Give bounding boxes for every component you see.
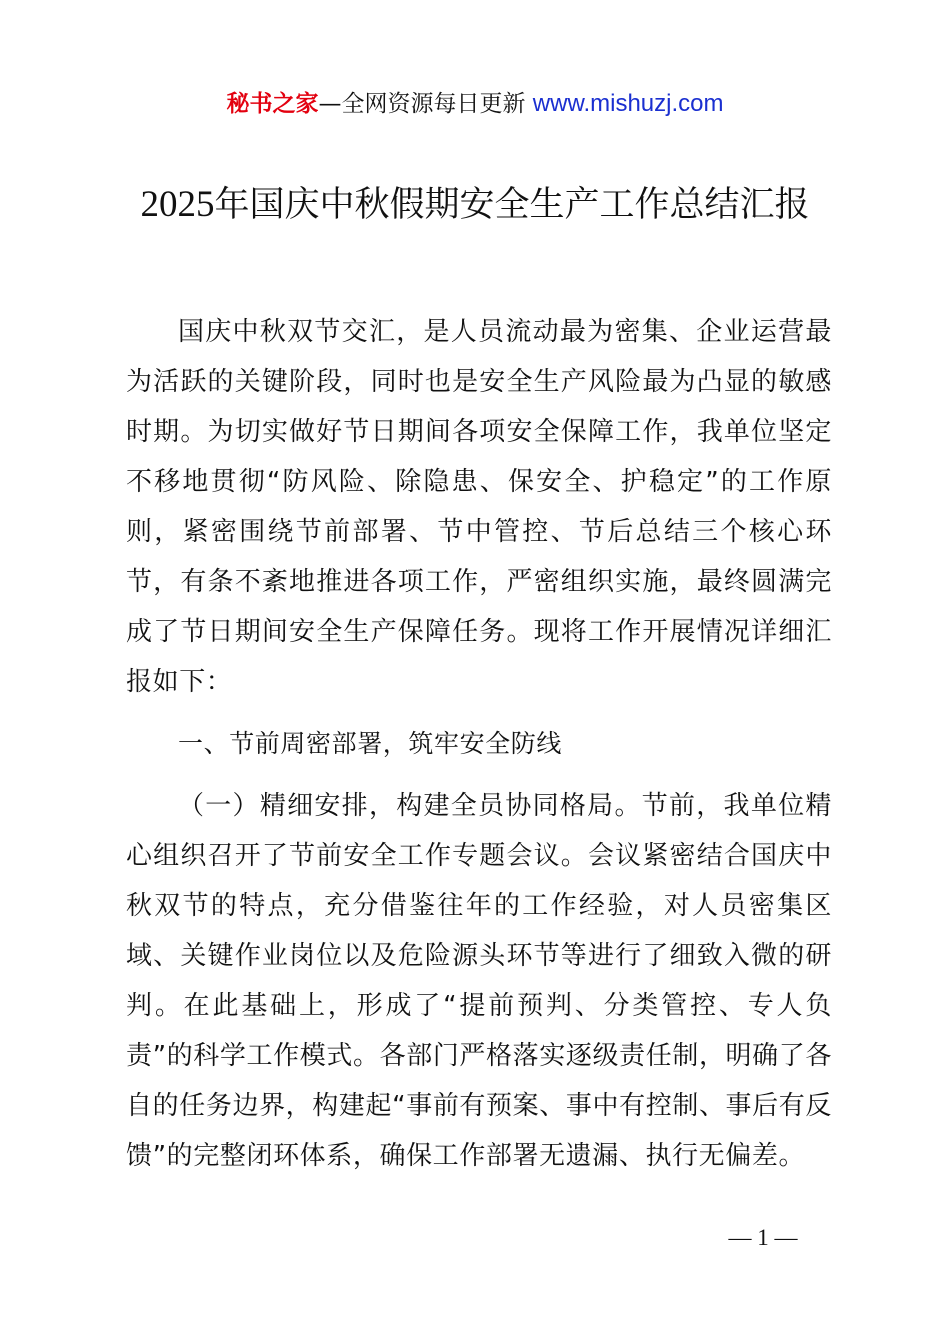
section-heading: 一、节前周密部署，筑牢安全防线 <box>178 729 563 758</box>
brand-name: 秘书之家 <box>226 91 319 117</box>
title-year: 2025 <box>140 184 215 225</box>
page-number: — 1 — <box>728 1225 798 1250</box>
document-title <box>0 182 950 228</box>
document-body <box>126 307 832 1181</box>
section-paragraph: （一）精细安排，构建全员协同格局。节前，我单位精心组织召开了节前安全工作专题会议。会议紧密结合国庆中秋双节的特点，充分借鉴往年的工作经验，对人员密集区域、关键作业岗位以及危险源头环节等进行了细致入微的研判。在此基础上，形成了“提前预判、分类管控、专人负责”的科学工作模式。各部门严格落实逐级责任制，明确了各自的任务边界，构建起“事前有预案、事中有控制、事后有反馈”的完整闭环体系，确保工作部署无遗漏、执行无偏差。 <box>126 791 832 1171</box>
header-tagline: —全网资源每日更新 <box>318 91 526 117</box>
intro-paragraph: 国庆中秋双节交汇，是人员流动最为密集、企业运营最为活跃的关键阶段，同时也是安全生产风险最为凸显的敏感时期。为切实做好节日期间各项安全保障工作，我单位坚定不移地贯彻“防风险、除隐患、保安全、护稳定”的工作原则，紧密围绕节前部署、节中管控、节后总结三个核心环节，有条不紊地推进各项工作，严密组织实施，最终圆满完成了节日期间安全生产保障任务。现将工作开展情况详细汇报如下： <box>126 317 832 697</box>
site-url-link[interactable]: www.mishuzj.com <box>532 90 724 117</box>
title-text: 年国庆中秋假期安全生产工作总结汇报 <box>214 185 810 225</box>
site-header <box>0 88 950 120</box>
